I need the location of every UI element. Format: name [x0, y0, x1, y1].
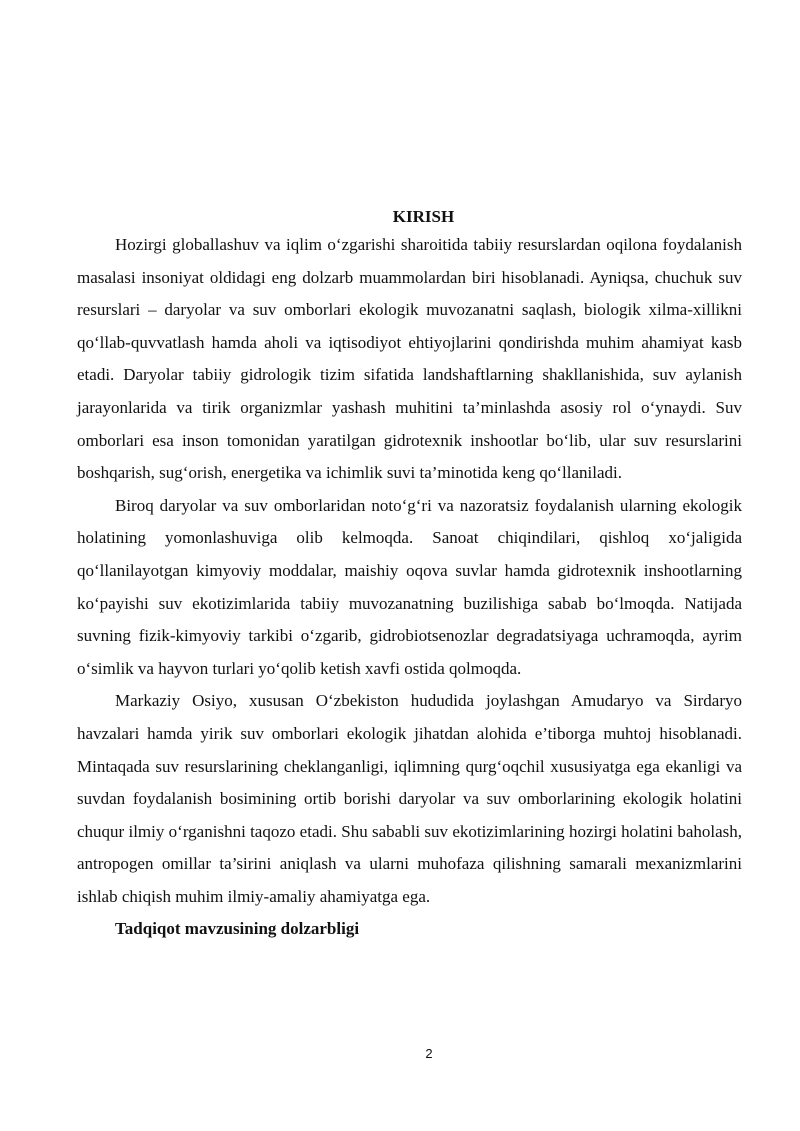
paragraph-1: Hozirgi globallashuv va iqlim o‘zgarishi sharoitida tabiiy resurslardan oqilona foydalanish masalasi insoniyat oldidagi eng dolzarb muammolardan biri hisoblanadi. Ayniqsa, chuchuk suv resurslari – daryolar va suv omborlari ekologik muvozanatni saqlash, biologik xilma-xillikni qo‘llab-quvvatlash hamda aholi va iqtisodiyot ehtiyojlarini qondirishda muhim ahamiyat kasb etadi. Daryolar tabiiy gidrologik tizim sifatida landshaftlarning shakllanishida, suv aylanish jarayonlarida va tirik organizmlar yashash muhitini ta’minlashda asosiy rol o‘ynaydi. Suv omborlari esa inson tomonidan yaratilgan gidrotexnik inshootlar bo‘lib, ular suv resurslarini boshqarish, sug‘orish, energetika va ichimlik suvi ta’minotida keng qo‘llaniladi. [77, 235, 742, 483]
paragraph-2: Biroq daryolar va suv omborlaridan noto‘g‘ri va nazoratsiz foydalanish ularning ekologik holatining yomonlashuviga olib kelmoqda. Sanoat chiqindilari, qishloq xo‘jaligida qo‘llanilayotgan kimyoviy moddalar, maishiy oqova suvlar hamda gidrotexnik inshootlarning ko‘payishi suv ekotizimlarida tabiiy muvozanatning buzilishiga sabab bo‘lmoqda. Natijada suvning fizik-kimyoviy tarkibi o‘zgarib, gidrobiotsenozlar degradatsiyaga uchramoqda, ayrim o‘simlik va hayvon turlari yo‘qolib ketish xavfi ostida qolmoqda. [77, 495, 742, 678]
document-body [77, 205, 742, 946]
page-number: 2 [425, 1046, 433, 1061]
paragraph-3: Markaziy Osiyo, xususan O‘zbekiston hududida joylashgan Amudaryo va Sirdaryo havzalari hamda yirik suv omborlari ekologik jihatdan alohida e’tiborga muhtoj hisoblanadi. Mintaqada suv resurslarining cheklanganligi, iqlimning qurg‘oqchil xususiyatga ega ekanligi va suvdan foydalanish bosimining ortib borishi daryolar va suv omborlarining ekologik holatini chuqur ilmiy o‘rganishni taqozo etadi. Shu sababli suv ekotizimlarining hozirgi holatini baholash, antropogen omillar ta’sirini aniqlash va ularni muhofaza qilishning samarali mexanizmlarini ishlab chiqish muhim ilmiy-amaliy ahamiyatga ega. [77, 691, 742, 906]
section-heading: KIRISH [392, 207, 455, 226]
subsection-heading: Tadqiqot mavzusining dolzarbligi [115, 919, 360, 939]
